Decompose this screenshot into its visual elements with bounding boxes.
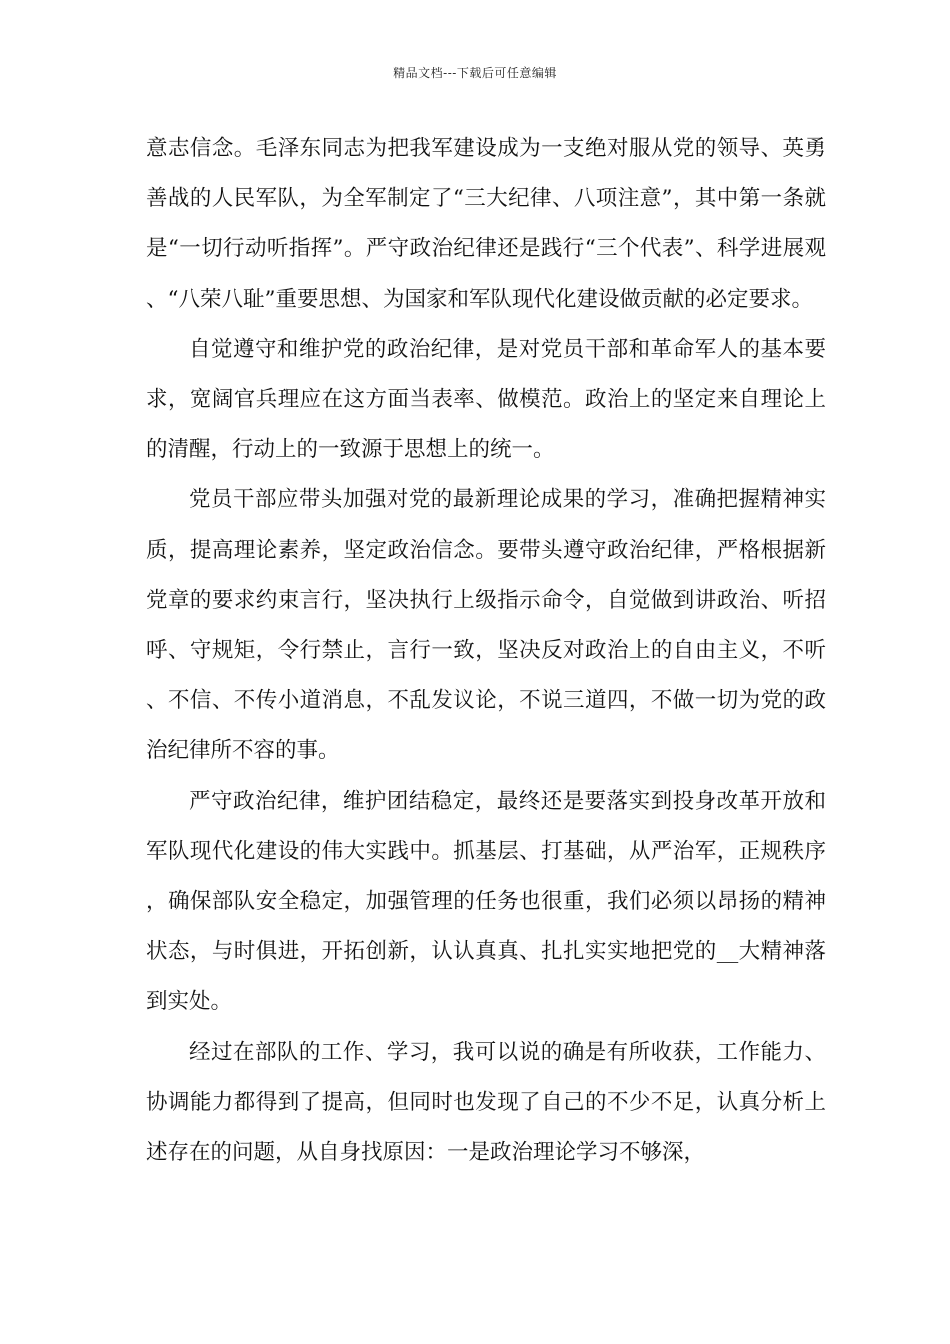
paragraph-5: 经过在部队的工作、学习，我可以说的确是有所收获，工作能力、协调能力都得到了提高，但同时也发现了自己的不少不足，认真分析上述存在的问题，从自身找原因：一是政治理论学习不够深， (146, 1039, 826, 1166)
page-header: 精品文档---下载后可任意编辑 (393, 66, 557, 80)
paragraph-2: 自觉遵守和维护党的政治纪律，是对党员干部和革命军人的基本要求，宽阔官兵理应在这方面当表率、做模范。政治上的坚定来自理论上的清醒，行动上的一致源于思想上的统一。 (146, 336, 826, 463)
paragraph-1: 意志信念。毛泽东同志为把我军建设成为一支绝对服从党的领导、英勇善战的人民军队，为全军制定了“三大纪律、八项注意”，其中第一条就是“一切行动听指挥”。严守政治纪律还是践行“三个代表”、科学进展观、“八荣八耻”重要思想、为国家和军队现代化建设做贡献的必定要求。 (146, 136, 826, 312)
document-body (146, 124, 826, 1178)
paragraph-3: 党员干部应带头加强对党的最新理论成果的学习，准确把握精神实质，提高理论素养，坚定政治信念。要带头遵守政治纪律，严格根据新党章的要求约束言行，坚决执行上级指示命令，自觉做到讲政治、听招呼、守规矩，令行禁止，言行一致，坚决反对政治上的自由主义，不听、不信、不传小道消息，不乱发议论，不说三道四，不做一切为党的政治纪律所不容的事。 (146, 487, 826, 764)
paragraph-4: 严守政治纪律，维护团结稳定，最终还是要落实到投身改革开放和军队现代化建设的伟大实践中。抓基层、打基础，从严治军，正规秩序，确保部队安全稳定，加强管理的任务也很重，我们必须以昂扬的精神状态，与时俱进，开拓创新，认认真真、扎扎实实地把党的__大精神落到实处。 (146, 788, 826, 1015)
